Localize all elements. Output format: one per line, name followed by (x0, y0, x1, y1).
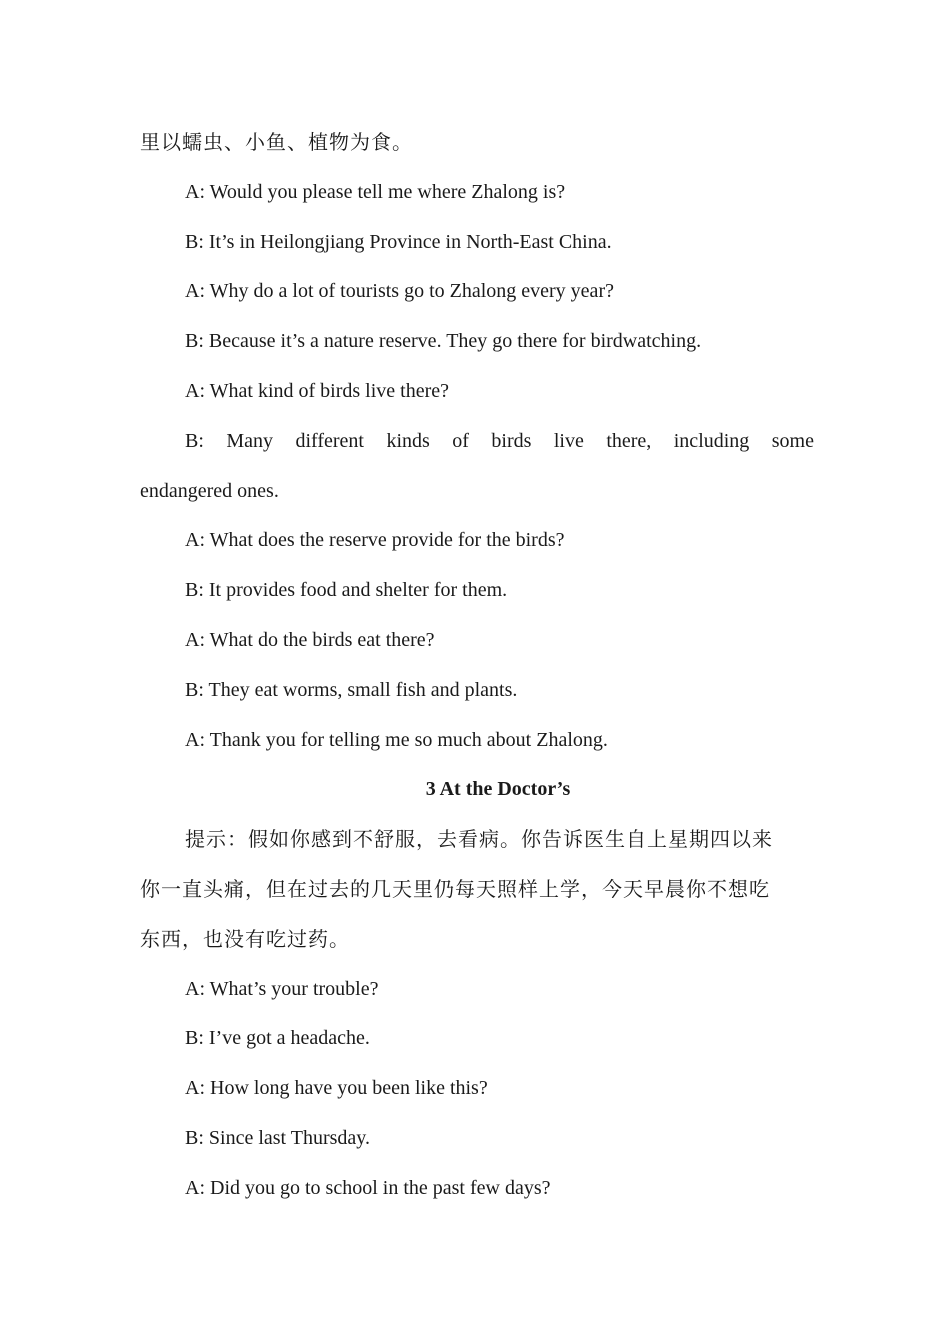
dialogue-line-continuation: endangered ones. (140, 479, 279, 502)
dialogue-line: A: What do the birds eat there? (185, 628, 435, 651)
dialogue-line: B: It provides food and shelter for them. (185, 579, 508, 602)
dialogue-line: B: They eat worms, small fish and plants. (185, 678, 518, 701)
dialogue-line: A: Why do a lot of tourists go to Zhalong every year? (185, 280, 614, 303)
section-heading: 3 At the Doctor’s (425, 778, 571, 801)
dialogue-line: A: What’s your trouble? (185, 977, 379, 1000)
dialogue-line: A: How long have you been like this? (185, 1077, 488, 1100)
document-page (140, 118, 814, 1214)
dialogue-line: B: I’ve got a headache. (185, 1027, 370, 1050)
dialogue-line: A: Thank you for telling me so much about Zhalong. (185, 728, 608, 751)
dialogue-line: B: It’s in Heilongjiang Province in North-East China. (185, 230, 612, 253)
prompt-line: 东西，也没有吃过药。 (140, 926, 350, 951)
dialogue-line: A: Would you please tell me where Zhalong is? (185, 180, 566, 203)
dialogue-line: B: Many different kinds of birds live there, including some (185, 429, 814, 452)
prompt-line: 提示：假如你感到不舒服，去看病。你告诉医生自上星期四以来 (185, 827, 773, 852)
dialogue-line: A: What does the reserve provide for the birds? (185, 529, 565, 552)
dialogue-line: A: What kind of birds live there? (185, 379, 450, 402)
dialogue-line: B: Since last Thursday. (185, 1126, 370, 1149)
dialogue-line: A: Did you go to school in the past few days? (185, 1176, 551, 1199)
section2-intro-tail: 里以蠕虫、小鱼、植物为食。 (140, 130, 413, 154)
prompt-line: 你一直头痛，但在过去的几天里仍每天照样上学，今天早晨你不想吃 (140, 876, 770, 901)
dialogue-line: B: Because it’s a nature reserve. They go there for birdwatching. (185, 330, 702, 353)
